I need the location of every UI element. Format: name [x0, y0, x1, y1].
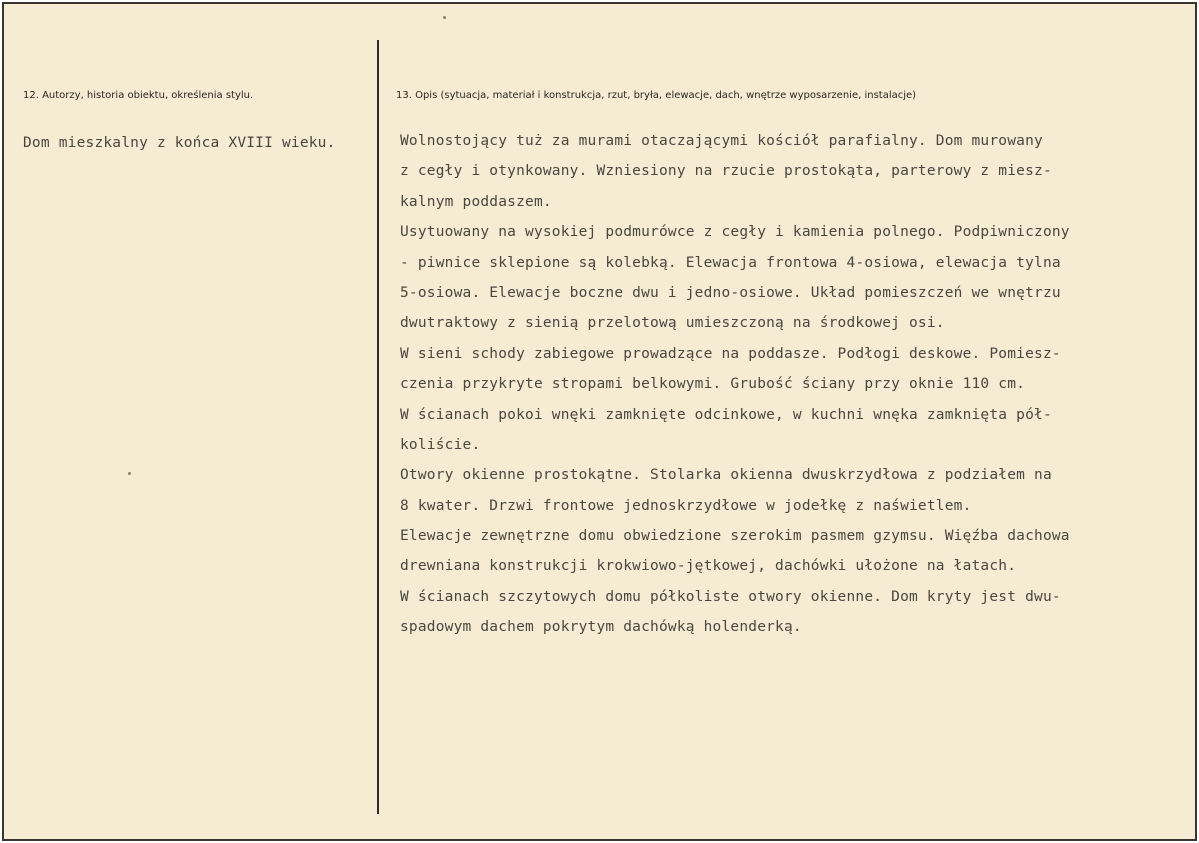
field-13-header: 13. Opis (sytuacja, materiał i konstrukcja, rzut, bryła, elewacje, dach, wnętrze wyposarzenie, instalacje) — [396, 90, 917, 101]
description-line: koliście. — [400, 436, 481, 453]
field-12-header: 12. Autorzy, historia obiektu, określenia stylu. — [23, 90, 254, 101]
description-line: Usytuowany na wysokiej podmurówce z cegły i kamienia polnego. Podpiwniczony — [400, 224, 1070, 241]
description-line: dwutraktowy z sienią przelotową umieszczoną na środkowej osi. — [400, 315, 945, 332]
description-line: 8 kwater. Drzwi frontowe jednoskrzydłowe w jodełkę z naświetlem. — [400, 497, 972, 514]
paper-speck — [443, 16, 446, 19]
description-line: spadowym dachem pokrytym dachówką holenderką. — [400, 619, 802, 636]
column-divider — [377, 40, 379, 814]
description-line: - piwnice sklepione są kolebką. Elewacja frontowa 4-osiowa, elewacja tylna — [400, 254, 1061, 271]
description-line: z cegły i otynkowany. Wzniesiony na rzucie prostokąta, parterowy z miesz- — [400, 163, 1052, 180]
description-line: W ścianach pokoi wnęki zamknięte odcinkowe, w kuchni wnęka zamknięta pół- — [400, 406, 1052, 423]
description-line: W sieni schody zabiegowe prowadzące na poddasze. Podłogi deskowe. Pomiesz- — [400, 345, 1061, 362]
description-line: Otwory okienne prostokątne. Stolarka okienna dwuskrzydłowa z podziałem na — [400, 467, 1052, 484]
record-card — [2, 2, 1197, 841]
description-line: Wolnostojący tuż za murami otaczającymi kościół parafialny. Dom murowany — [400, 133, 1043, 149]
description-line: kalnym poddaszem. — [400, 193, 552, 210]
description-line: 5-osiowa. Elewacje boczne dwu i jedno-osiowe. Układ pomieszczeń we wnętrzu — [400, 284, 1061, 301]
description-line: W ścianach szczytowych domu półkoliste otwory okienne. Dom kryty jest dwu- — [400, 588, 1061, 605]
paper-speck — [128, 472, 131, 475]
description-text — [400, 126, 1160, 643]
description-line: drewniana konstrukcji krokwiowo-jętkowej, dachówki ułożone na łatach. — [400, 558, 1017, 575]
style-note-text: Dom mieszkalny z końca XVIII wieku. — [23, 135, 336, 151]
description-line: czenia przykryte stropami belkowymi. Grubość ściany przy oknie 110 cm. — [400, 376, 1026, 393]
description-line: Elewacje zewnętrzne domu obwiedzione szerokim pasmem gzymsu. Więźba dachowa — [400, 528, 1070, 545]
